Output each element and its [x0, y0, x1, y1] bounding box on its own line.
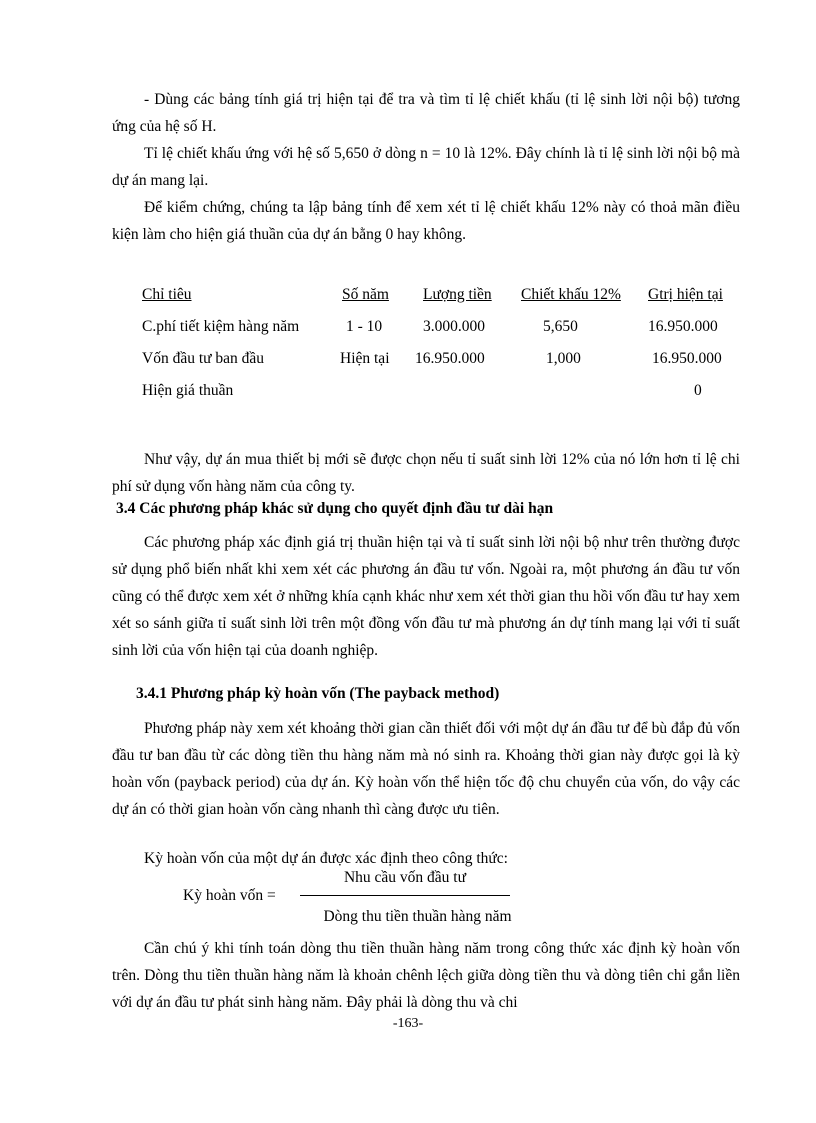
paragraph-1: - Dùng các bảng tính giá trị hiện tại để tra và tìm tỉ lệ chiết khấu (tỉ lệ sinh lời nội bộ) tương ứng của hệ số H. — [112, 91, 740, 135]
table-row — [112, 350, 752, 374]
table-cell: C.phí tiết kiệm hàng năm — [142, 318, 300, 335]
table-header: Gtrị hiện tại — [648, 286, 723, 303]
fraction-line — [300, 895, 510, 896]
table-header: Số năm — [342, 286, 389, 303]
paragraph-4: Như vậy, dự án mua thiết bị mới sẽ được chọn nếu tỉ suất sinh lời 12% của nó lớn hơn tỉ lệ chi phí sử dụng vốn hàng năm của công ty. — [112, 451, 740, 495]
table-cell: 1,000 — [546, 350, 581, 367]
formula-numerator: Nhu cầu vốn đầu tư — [343, 869, 467, 886]
table-cell: 1 - 10 — [346, 318, 383, 335]
page-number: -163- — [392, 1016, 424, 1031]
formula-label: Kỳ hoàn vốn = — [183, 887, 276, 904]
table-cell: 16.950.000 — [652, 350, 722, 367]
paragraph-8: Cần chú ý khi tính toán dòng thu tiền thuần hàng năm trong công thức xác định kỳ hoàn vốn trên. Dòng thu tiền thuần hàng năm là khoản chênh lệch giữa dòng tiền thu và dòng tiên chi gắn liền với dự án đầu tư phát sinh hàng năm. Đây phải là dòng thu và chi — [112, 940, 740, 1011]
table-cell: 16.950.000 — [648, 318, 718, 335]
table-cell: Hiện giá thuần — [142, 382, 234, 399]
table-header: Chỉ tiêu — [142, 286, 192, 303]
section-heading: 3.4 Các phương pháp khác sử dụng cho quyết định đầu tư dài hạn — [116, 500, 554, 517]
table-header: Lượng tiền — [423, 286, 492, 303]
table-header-row — [112, 286, 752, 310]
table-row — [112, 318, 752, 342]
table-header: Chiết khấu 12% — [521, 286, 621, 303]
paragraph-6: Phương pháp này xem xét khoảng thời gian cần thiết đối với một dự án đầu tư để bù đắp đủ vốn đầu tư ban đầu từ các dòng tiền thu hàng năm mà nó sinh ra. Khoảng thời gian này được gọi là kỳ hoàn vốn (payback period) của dự án. Kỳ hoàn vốn thể hiện tốc độ chu chuyển của vốn, do vậy các dự án có thời gian hoàn vốn càng nhanh thì càng được ưu tiên. — [112, 720, 740, 818]
table-cell: Hiện tại — [340, 350, 390, 367]
table-cell: 5,650 — [543, 318, 578, 335]
table-cell: 0 — [694, 382, 702, 399]
paragraph-7: Kỳ hoàn vốn của một dự án được xác định theo công thức: — [144, 850, 508, 867]
formula-denominator: Dòng thu tiền thuần hàng năm — [323, 908, 512, 925]
table-row — [112, 382, 752, 406]
paragraph-3: Để kiểm chứng, chúng ta lập bảng tính để xem xét tỉ lệ chiết khấu 12% này có thoả mãn điều kiện làm cho hiện giá thuần của dự án bằng 0 hay không. — [112, 199, 740, 243]
paragraph-2: Tỉ lệ chiết khấu ứng với hệ số 5,650 ở dòng n = 10 là 12%. Đây chính là tỉ lệ sinh lời nội bộ mà dự án mang lại. — [112, 145, 740, 189]
table-cell: 16.950.000 — [415, 350, 485, 367]
table-cell: 3.000.000 — [423, 318, 485, 335]
subsection-heading: 3.4.1 Phương pháp kỳ hoàn vốn (The payback method) — [136, 685, 500, 702]
payback-formula — [0, 868, 816, 938]
table-cell: Vốn đầu tư ban đầu — [142, 350, 265, 367]
paragraph-5: Các phương pháp xác định giá trị thuần hiện tại và tỉ suất sinh lời nội bộ như trên thường được sử dụng phổ biến nhất khi xem xét các phương án đầu tư vốn. Ngoài ra, một phương án đầu tư vốn cũng có thể được xem xét ở những khía cạnh khác như xem xét thời gian thu hồi vốn đầu tư hay xem xét so sánh giữa tỉ suất sinh lời trên một đồng vốn đầu tư mà phương án dự tính mang lại với tỉ suất sinh lời của vốn hiện tại của doanh nghiệp. — [112, 534, 740, 659]
